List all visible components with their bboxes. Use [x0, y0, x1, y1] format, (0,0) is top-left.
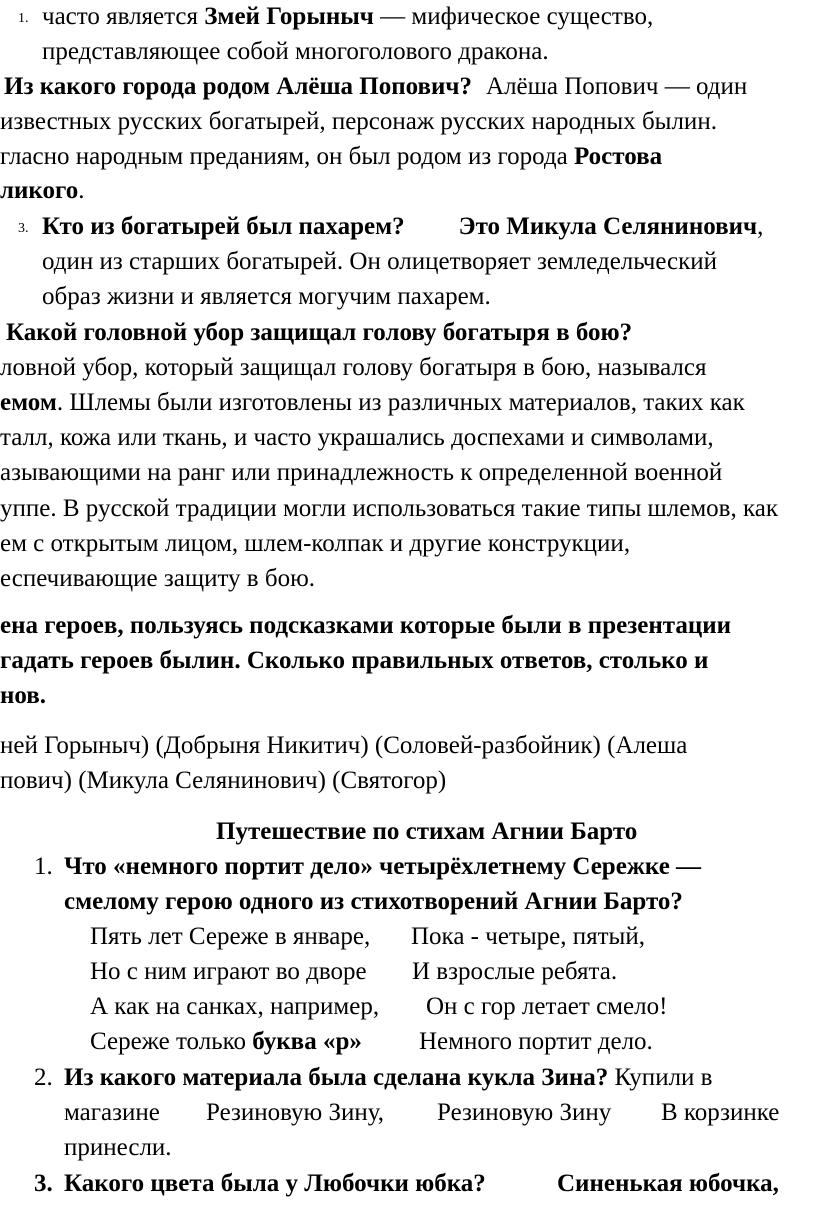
paragraph-line: представляющее собой многоголового дракона. — [42, 38, 549, 65]
poem-line-left: Но с ним играют во дворе — [90, 958, 367, 985]
question-line — [64, 852, 701, 882]
list-number: 3. — [34, 1170, 53, 1197]
text-span: . — [78, 177, 85, 204]
poem-line-right: И взрослые ребята. — [412, 958, 618, 985]
poem-line-left — [90, 1027, 362, 1057]
answer-word: магазине — [64, 1099, 160, 1126]
paragraph-line — [0, 176, 85, 206]
paragraph-line: один из старших богатырей. Он олицетворяет земледельческий — [42, 248, 718, 275]
bold-span: емом — [0, 389, 57, 416]
task-line — [0, 646, 708, 676]
answer-text — [557, 1169, 779, 1199]
paragraph-line: еспечивающие защиту в бою. — [0, 565, 315, 592]
paragraph-line: уппе. В русской традиции могли использоваться такие типы шлемов, как — [0, 495, 778, 522]
text-span: Купили в — [608, 1064, 713, 1091]
list-number: 1. — [34, 853, 53, 880]
text-span: — мифическое существо, — [373, 3, 654, 30]
list-number: 1. — [18, 11, 29, 26]
paragraph-line: ловной убор, который защищал голову богатыря в бою, назывался — [0, 354, 707, 381]
task-line — [0, 611, 731, 641]
poem-line-right: Немного портит дело. — [419, 1028, 653, 1055]
paragraph-line: талл, кожа или ткань, и часто украшались доспехами и символами, — [0, 424, 714, 451]
question-text: Какой головной убор защищал голову богатыря в бою? — [6, 319, 633, 346]
poem-line-left: Пять лет Сереже в январе, — [90, 923, 371, 950]
paragraph-line: принесли. — [64, 1134, 172, 1161]
paragraph-line: известных русских богатырей, персонаж русских народных былин. — [0, 108, 717, 135]
section-title — [216, 817, 637, 847]
question-text: Из какого города родом Алёша Попович? — [4, 73, 473, 100]
poem-line-right: Он с гор летает смело! — [426, 993, 668, 1020]
paragraph-line: ем с открытым лицом, шлем-колпак и другие конструкции, — [0, 530, 631, 557]
bold-span: ена героев, пользуясь подсказками которые были в презентации — [0, 612, 732, 639]
bold-span: гадать героев былин. Сколько правильных ответов, столько и — [0, 647, 709, 674]
question-line — [64, 1063, 712, 1093]
bold-span: буква «р» — [252, 1028, 362, 1055]
bold-span: смелому герою одного из стихотворений Агнии Барто? — [64, 888, 683, 915]
poem-line-left: А как на санках, например, — [90, 993, 380, 1020]
list-number: 3. — [18, 221, 29, 236]
text-span: гласно народным преданиям, он был родом из города — [0, 143, 574, 170]
task-line — [0, 681, 46, 711]
text-span: , — [757, 213, 764, 240]
bold-span: ликого — [0, 177, 79, 204]
answer-word: Резиновую Зину — [437, 1099, 612, 1126]
question-line — [64, 887, 683, 917]
text-span: . Шлемы были изготовлены из различных материалов, таких как — [56, 389, 745, 416]
answer-text: Алёша Попович — один — [486, 73, 748, 100]
paragraph-line: образ жизни и является могучим пахарем. — [42, 283, 491, 310]
text-span: Сереже только — [90, 1028, 253, 1055]
list-number: 2. — [34, 1064, 53, 1091]
paragraph-line — [0, 388, 745, 418]
bold-span: Из какого материала была сделана кукла Зина? — [64, 1064, 609, 1091]
paragraph-line — [42, 2, 653, 32]
bold-span: Какого цвета была у Любочки юбка? — [64, 1170, 486, 1197]
bold-span: Ростова — [574, 143, 663, 170]
bold-span: Что «немного портит дело» четырёхлетнему Сережке — — [64, 853, 702, 880]
bold-span: Змей Горыныч — [204, 3, 374, 30]
paragraph-line — [6, 318, 632, 348]
answer-bold: Это Микула Селянинович — [458, 213, 758, 240]
bold-span: нов. — [0, 682, 47, 709]
question-text: Кто из богатырей был пахарем? — [42, 213, 405, 240]
bold-span: Синенькая юбочка, — [557, 1170, 779, 1197]
paragraph-line — [4, 72, 747, 102]
poem-line-right: Пока - четыре, пятый, — [411, 923, 645, 950]
title-text: Путешествие по стихам Агнии Барто — [216, 818, 638, 845]
question-line — [64, 1169, 486, 1199]
paragraph-line — [0, 142, 662, 172]
heroes-list: ней Горыныч) (Добрыня Никитич) (Соловей-разбойник) (Алеша — [0, 732, 688, 759]
text-span: часто является — [42, 3, 205, 30]
paragraph-line: азывающими на ранг или принадлежность к определенной военной — [0, 459, 723, 486]
paragraph-line — [42, 212, 763, 242]
answer-word: Резиновую Зину, — [206, 1099, 385, 1126]
answer-word: В корзинке — [661, 1099, 780, 1126]
heroes-list: пович) (Микула Селянинович) (Святогор) — [0, 767, 447, 794]
